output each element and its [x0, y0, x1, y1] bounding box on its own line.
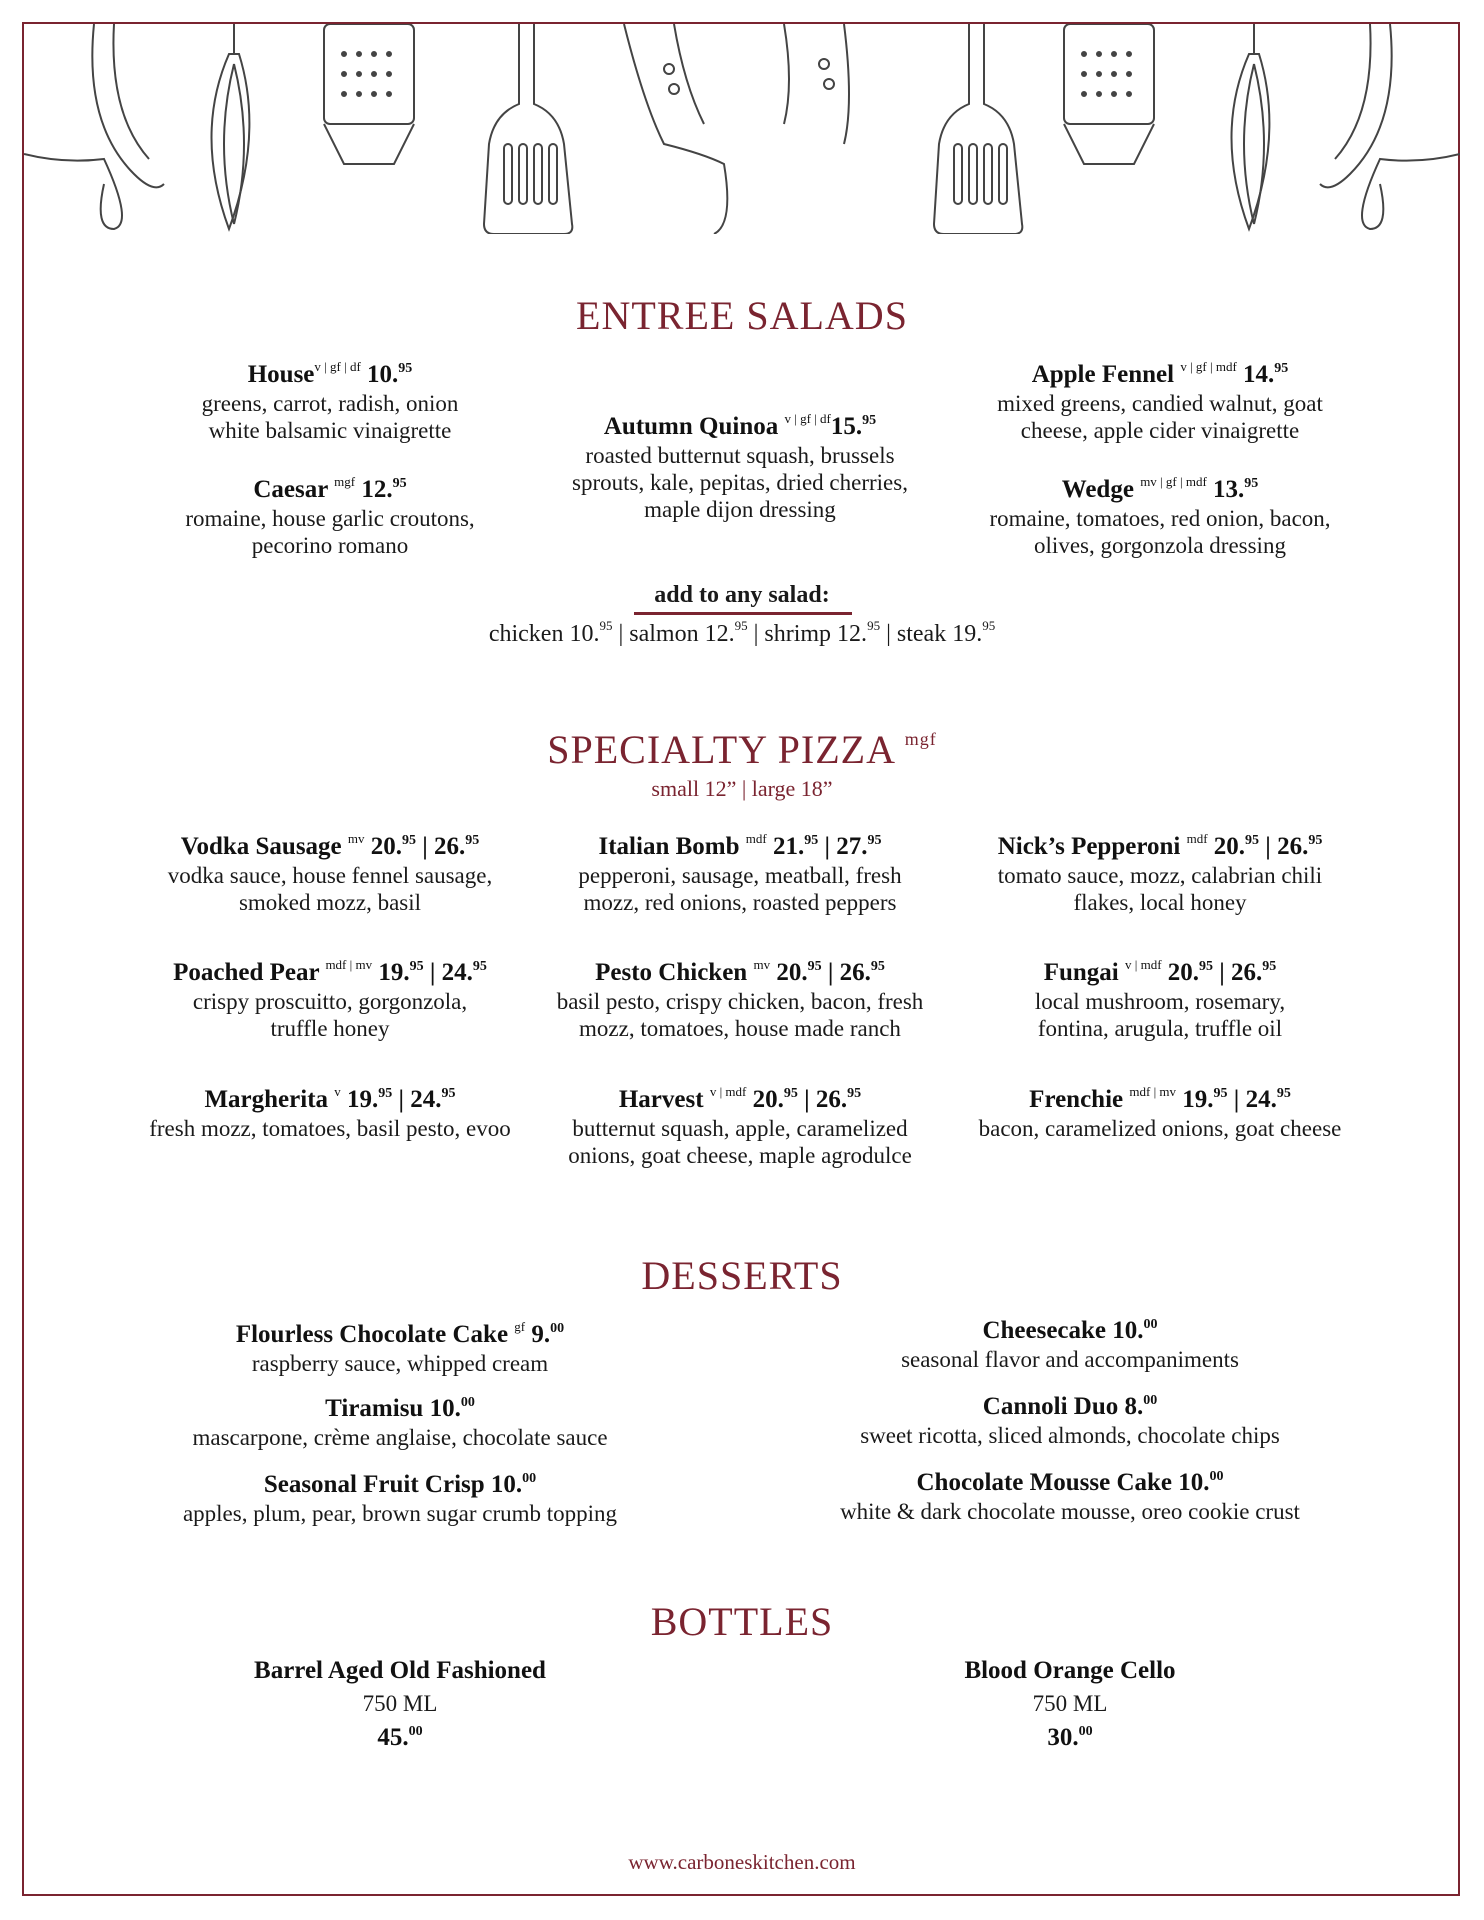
item-price: 12.	[361, 476, 393, 503]
whisk-icon	[212, 24, 250, 229]
item-price: 14.	[1243, 361, 1275, 388]
menu-item-wedge: Wedge $^{mv | gf | mdf}$ 13.95 romaine, tomatoes, red onion, bacon, olives, gorgonzola dressing	[950, 467, 1370, 559]
item-description: romaine, tomatoes, red onion, bacon,	[989, 506, 1331, 531]
spatula-icon	[934, 24, 1022, 234]
item-description: greens, carrot, radish, onion	[201, 391, 459, 416]
item-price: 13.	[1213, 476, 1245, 503]
menu-item-blood-orange-cello: Blood Orange Cello 750 ML 30.00	[964, 1657, 1176, 1751]
menu-item-cheesecake: Cheesecake 10.00 seasonal flavor and accompaniments	[901, 1317, 1239, 1372]
website-link[interactable]: www.carboneskitchen.com	[628, 1850, 856, 1874]
item-description: maple dijon dressing	[644, 497, 836, 522]
item-name: Apple Fennel	[1031, 361, 1175, 388]
menu-item-seasonal-fruit-crisp: Seasonal Fruit Crisp 10.00 apples, plum, pear, brown sugar crumb topping	[182, 1471, 618, 1526]
item-price: 10.	[367, 361, 399, 388]
menu-item-vodka-sausage: Vodka Sausage $^{mv}$ 20.95 | 26.95 vodka sauce, house fennel sausage, smoked mozz, basil	[167, 831, 493, 915]
diet-tags: v | gf | df	[784, 411, 831, 426]
grater-icon	[324, 24, 414, 164]
pan-icon	[24, 24, 164, 229]
menu-item-barrel-aged-old-fashioned: Barrel Aged Old Fashioned 750 ML 45.00	[254, 1657, 546, 1751]
menu-item-cannoli-duo: Cannoli Duo 8.00 sweet ricotta, sliced almonds, chocolate chips	[860, 1393, 1280, 1448]
item-description: roasted butternut squash, brussels	[585, 443, 895, 468]
menu-item-flourless-chocolate-cake: Flourless Chocolate Cake $^{gf}$ 9.00 raspberry sauce, whipped cream	[235, 1319, 565, 1376]
menu-item-pesto-chicken: Pesto Chicken $^{mv}$ 20.95 | 26.95 basil pesto, crispy chicken, bacon, fresh mozz, tomatoes, house made ranch	[556, 957, 924, 1041]
menu-item-fungai: Fungai $^{v | mdf}$ 20.95 | 26.95 local mushroom, rosemary, fontina, arugula, truffle oil	[1034, 957, 1286, 1041]
item-description: cheese, apple cider vinaigrette	[1020, 418, 1300, 443]
addon-underline	[634, 612, 852, 615]
spatula-icon	[484, 24, 572, 234]
item-name: Wedge	[1061, 476, 1134, 503]
menu-item-poached-pear: Poached Pear $^{mdf | mv}$ 19.95 | 24.95 crispy proscuitto, gorgonzola, truffle honey	[173, 957, 487, 1041]
diet-tags: v | gf | mdf	[1180, 359, 1237, 374]
item-name: Caesar	[253, 476, 328, 503]
addon-title: add to any salad:	[654, 582, 830, 608]
item-description: white balsamic vinaigrette	[208, 418, 452, 443]
item-name: Autumn Quinoa	[603, 413, 779, 440]
item-description: olives, gorgonzola dressing	[1034, 533, 1286, 558]
section-title-desserts: DESSERTS	[641, 1253, 843, 1298]
whisk-icon	[1232, 24, 1270, 229]
pan-icon	[1320, 24, 1460, 229]
diet-tags: v | gf | df	[314, 359, 361, 374]
menu-item-frenchie: Frenchie $^{mdf | mv}$ 19.95 | 24.95 bacon, caramelized onions, goat cheese	[978, 1084, 1342, 1141]
diet-tags: mgf	[904, 729, 937, 749]
tongs-icon	[624, 24, 849, 234]
section-title-pizza: SPECIALTY PIZZA $^{mgf}$	[547, 727, 937, 772]
pizza-sizes: small 12” | large 18”	[651, 776, 833, 801]
menu-item-house: House$^{v | gf | df}$ 10.95 greens, carrot, radish, onion white balsamic vinaigrette	[120, 352, 540, 444]
menu-item-caesar: Caesar $^{mgf}$ 12.95 romaine, house garlic croutons, pecorino romano	[120, 467, 540, 559]
utensils-illustration	[24, 24, 1460, 234]
section-title-bottles: BOTTLES	[650, 1599, 834, 1644]
item-name: House	[247, 361, 315, 388]
menu-item-nicks-pepperoni: Nick’s Pepperoni $^{mdf}$ 20.95 | 26.95 tomato sauce, mozz, calabrian chili flakes, local honey	[997, 831, 1323, 915]
diet-tags: mv | gf | mdf	[1140, 474, 1207, 489]
item-description: sprouts, kale, pepitas, dried cherries,	[572, 470, 908, 495]
menu-item-chocolate-mousse-cake: Chocolate Mousse Cake 10.00 white & dark chocolate mousse, oreo cookie crust	[840, 1469, 1300, 1524]
menu-item-autumn-quinoa: Autumn Quinoa $^{v | gf | df}$15.95 roasted butternut squash, brussels sprouts, kale, pepitas, dried cherries, maple dijon dressing	[530, 404, 950, 523]
menu-item-harvest: Harvest $^{v | mdf}$ 20.95 | 26.95 butternut squash, apple, caramelized onions, goat cheese, maple agrodulce	[568, 1084, 912, 1168]
menu-item-italian-bomb: Italian Bomb $^{mdf}$ 21.95 | 27.95 pepperoni, sausage, meatball, fresh mozz, red onions, roasted peppers	[578, 831, 902, 915]
item-description: pecorino romano	[251, 533, 409, 558]
item-description: romaine, house garlic croutons,	[185, 506, 475, 531]
menu-item-tiramisu: Tiramisu 10.00 mascarpone, crème anglaise, chocolate sauce	[192, 1395, 608, 1450]
item-price: 15.	[830, 413, 863, 440]
addon-list: chicken 10.95 | salmon 12.95 | shrimp 12.95 | steak 19.95	[488, 618, 996, 647]
menu-item-margherita: Margherita $^v$ 19.95 | 24.95 fresh mozz, tomatoes, basil pesto, evoo	[149, 1084, 511, 1141]
diet-tags: mgf	[334, 474, 356, 489]
section-title-salads: ENTREE SALADS	[576, 293, 908, 338]
item-description: mixed greens, candied walnut, goat	[997, 391, 1323, 416]
grater-icon	[1064, 24, 1154, 164]
menu-item-apple-fennel: Apple Fennel $^{v | gf | mdf}$ 14.95 mixed greens, candied walnut, goat cheese, apple cider vinaigrette	[950, 352, 1370, 444]
